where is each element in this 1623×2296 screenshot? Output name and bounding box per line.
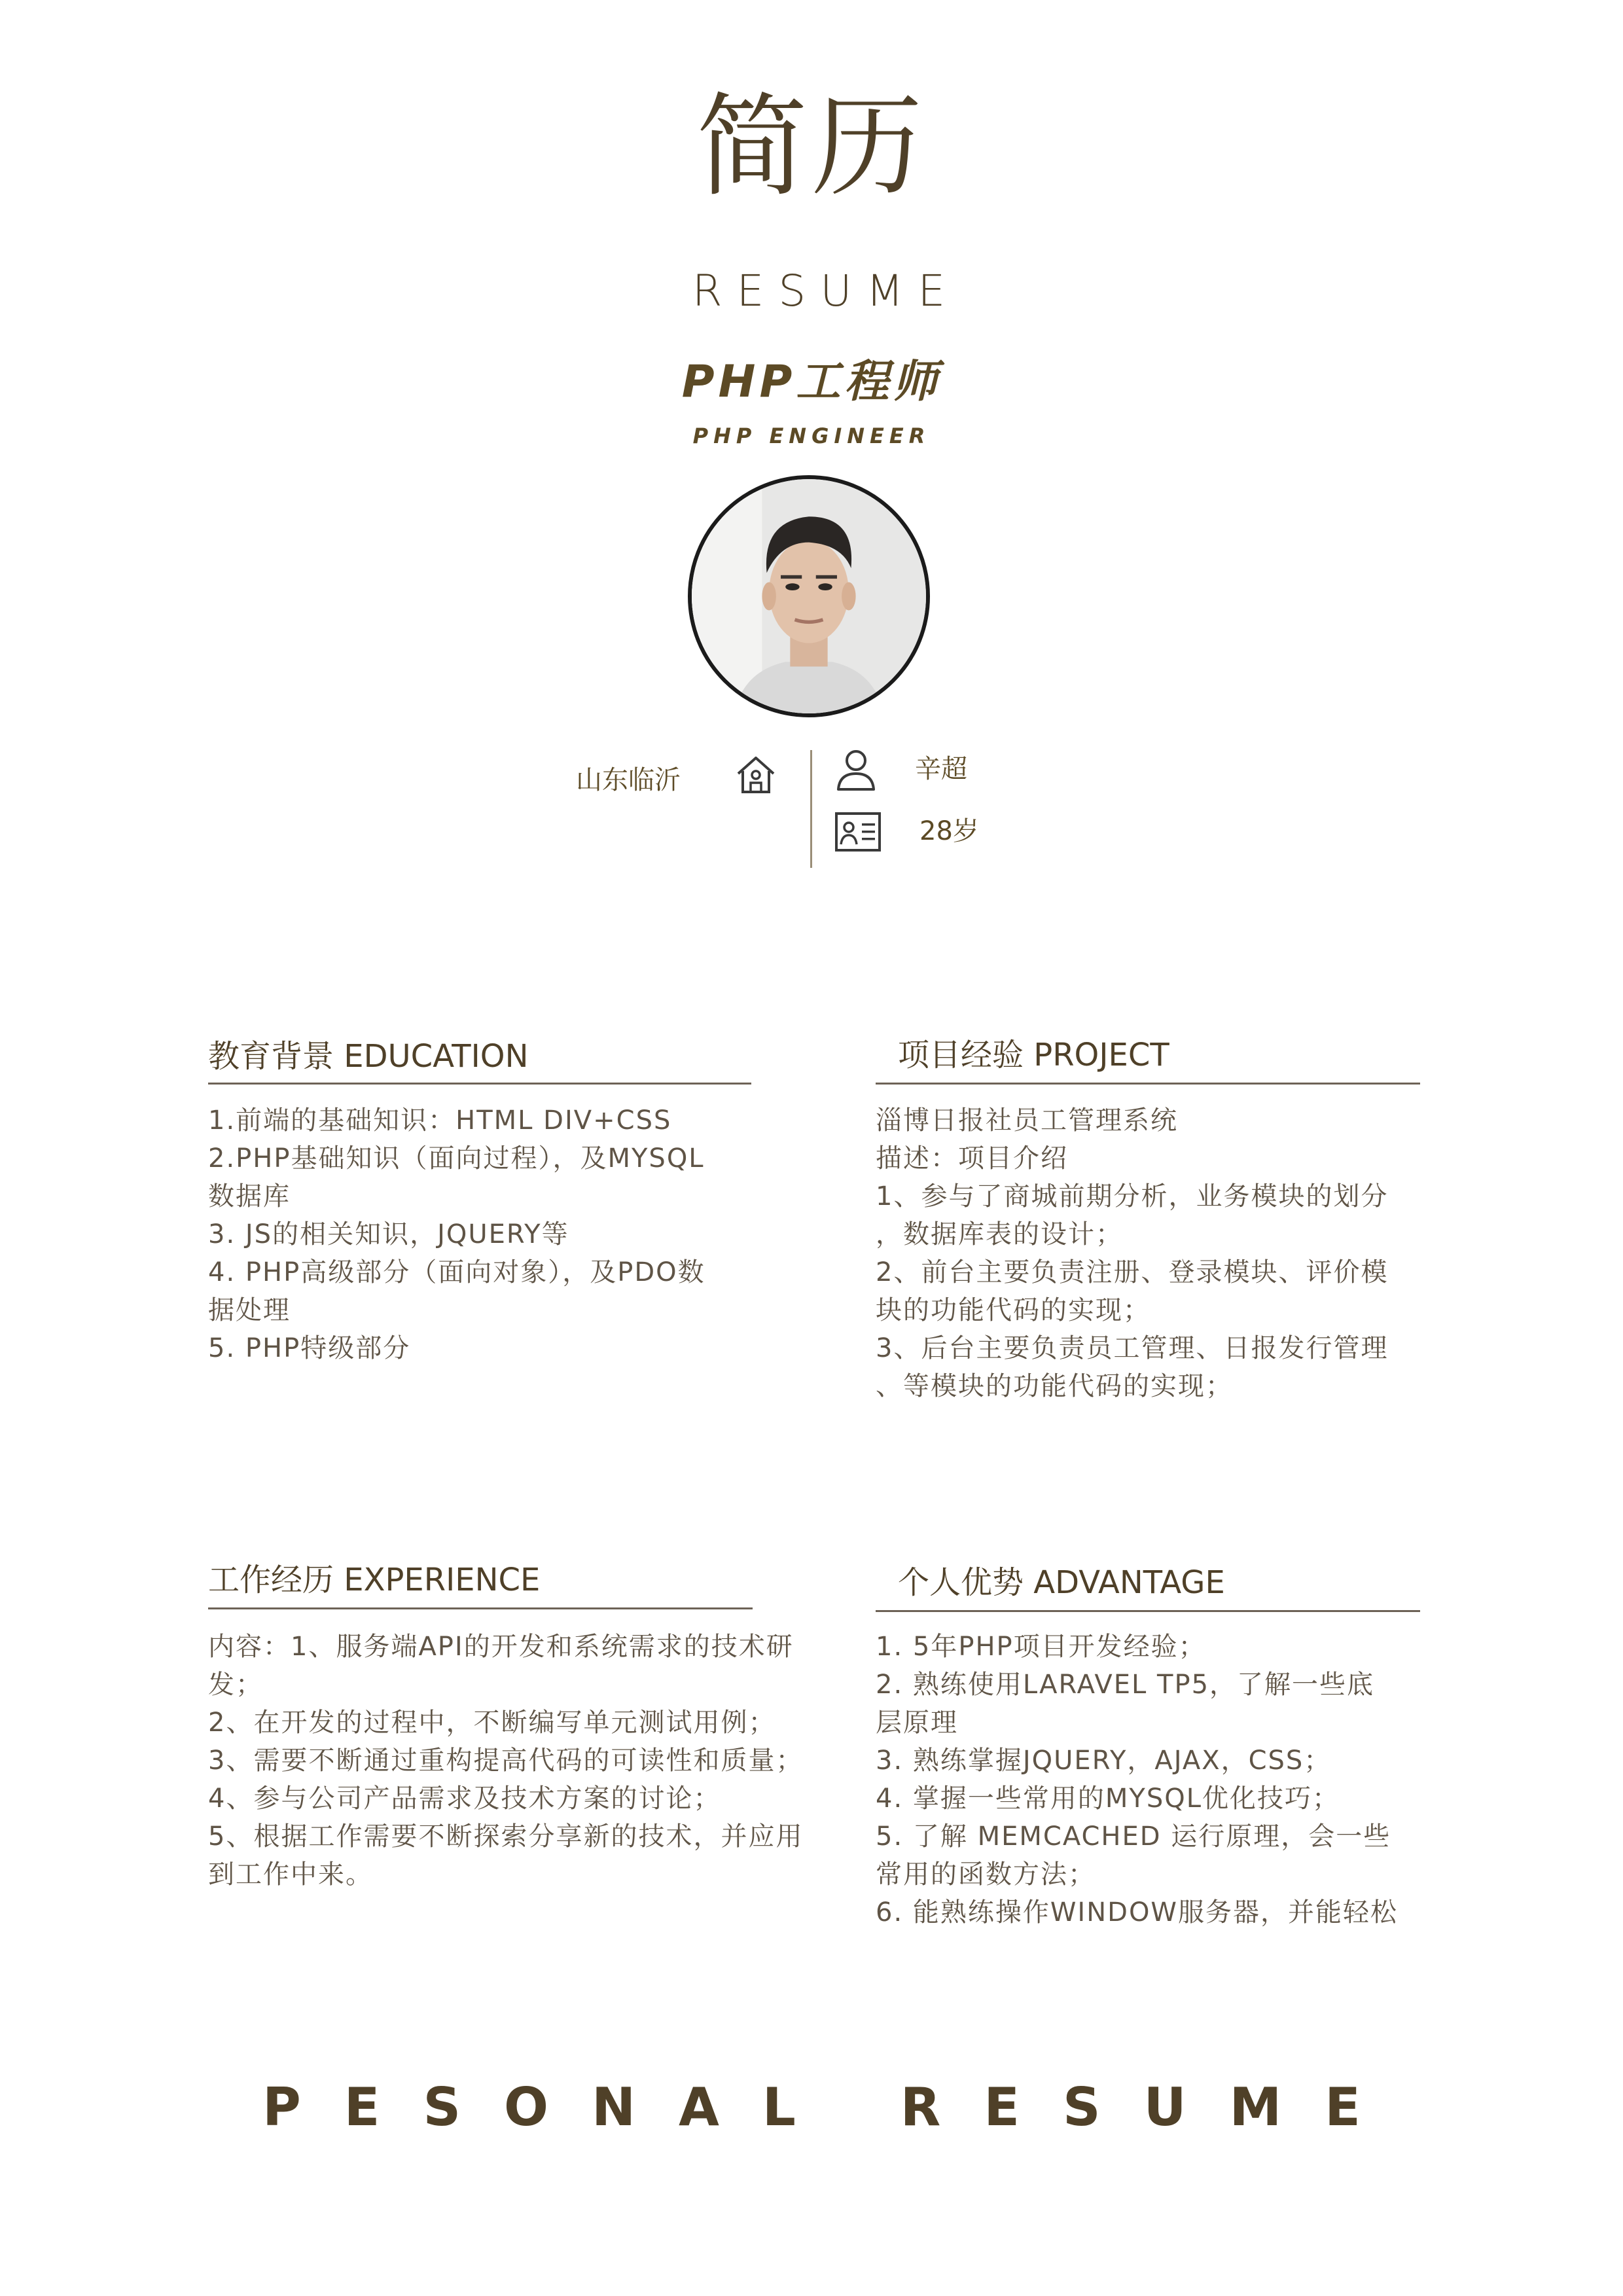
- education-line: 据处理: [208, 1295, 291, 1325]
- experience-title: 工作经历 EXPERIENCE: [208, 1562, 541, 1598]
- name-text: 辛超: [915, 754, 967, 784]
- advantage-title: 个人优势 ADVANTAGE: [898, 1564, 1225, 1601]
- education-title: 教育背景 EDUCATION: [208, 1038, 529, 1075]
- advantage-line: 2. 熟练使用LARAVEL TP5，了解一些底: [876, 1670, 1375, 1700]
- avatar-photo: [692, 479, 926, 713]
- experience-line: 发；: [208, 1670, 263, 1700]
- project-line: 2、前台主要负责注册、登录模块、评价模: [876, 1257, 1389, 1287]
- education-line: 3. JS的相关知识，JQUERY等: [208, 1219, 569, 1249]
- home-icon: [733, 751, 779, 797]
- project-line: 淄博日报社员工管理系统: [876, 1105, 1178, 1136]
- education-line: 4. PHP高级部分（面向对象），及PDO数: [208, 1257, 705, 1287]
- project-rule: [876, 1083, 1420, 1085]
- experience-line: 3、需要不断通过重构提高代码的可读性和质量；: [208, 1746, 804, 1776]
- footer-title: PESONAL RESUME: [262, 2077, 1404, 2138]
- title-chinese: 简历: [696, 82, 927, 212]
- project-line: 3、后台主要负责员工管理、日报发行管理: [876, 1333, 1389, 1363]
- advantage-line: 4. 掌握一些常用的MYSQL优化技巧；: [876, 1784, 1340, 1814]
- advantage-rule: [876, 1610, 1420, 1612]
- experience-body: [208, 1628, 803, 1893]
- project-line: 1、参与了商城前期分析，业务模块的划分: [876, 1181, 1389, 1211]
- job-title-english: PHP ENGINEER: [692, 423, 931, 448]
- advantage-line: 1. 5年PHP项目开发经验；: [876, 1632, 1206, 1662]
- age-text: 28岁: [919, 816, 979, 846]
- advantage-line: 6. 能熟练操作WINDOW服务器，并能轻松: [876, 1897, 1398, 1928]
- education-line: 2.PHP基础知识（面向过程），及MYSQL: [208, 1143, 705, 1174]
- advantage-line: 5. 了解 MEMCACHED 运行原理，会一些: [876, 1821, 1391, 1852]
- location-text: 山东临沂: [576, 765, 681, 795]
- advantage-line: 3. 熟练掌握JQUERY，AJAX，CSS；: [876, 1746, 1332, 1776]
- education-rule: [208, 1083, 751, 1085]
- advantage-line: 常用的函数方法；: [876, 1859, 1096, 1890]
- experience-rule: [208, 1607, 753, 1609]
- project-line: ，数据库表的设计；: [876, 1219, 1123, 1249]
- experience-line: 内容：1、服务端API的开发和系统需求的技术研: [208, 1632, 794, 1662]
- id-card-icon: [834, 812, 882, 852]
- project-title: 项目经验 PROJECT: [898, 1037, 1169, 1073]
- experience-line: 4、参与公司产品需求及技术方案的讨论；: [208, 1784, 721, 1814]
- advantage-line: 层原理: [876, 1708, 958, 1738]
- user-icon: [834, 747, 878, 793]
- project-line: 描述：项目介绍: [876, 1143, 1068, 1174]
- experience-line: 2、在开发的过程中，不断编写单元测试用例；: [208, 1708, 776, 1738]
- project-body: [876, 1102, 1388, 1405]
- education-line: 数据库: [208, 1181, 291, 1211]
- education-line: 5. PHP特级部分: [208, 1333, 411, 1363]
- education-line: 1.前端的基础知识：HTML DIV+CSS: [208, 1105, 672, 1136]
- advantage-body: [876, 1628, 1398, 1931]
- project-line: 、等模块的功能代码的实现；: [876, 1371, 1233, 1401]
- title-english: RESUME: [692, 266, 960, 316]
- job-title-chinese: PHP工程师: [681, 356, 942, 408]
- avatar: [688, 475, 930, 717]
- info-divider: [810, 750, 812, 868]
- project-line: 块的功能代码的实现；: [876, 1295, 1150, 1325]
- education-body: [208, 1102, 705, 1367]
- experience-line: 到工作中来。: [208, 1859, 373, 1890]
- experience-line: 5、根据工作需要不断探索分享新的技术，并应用: [208, 1821, 804, 1852]
